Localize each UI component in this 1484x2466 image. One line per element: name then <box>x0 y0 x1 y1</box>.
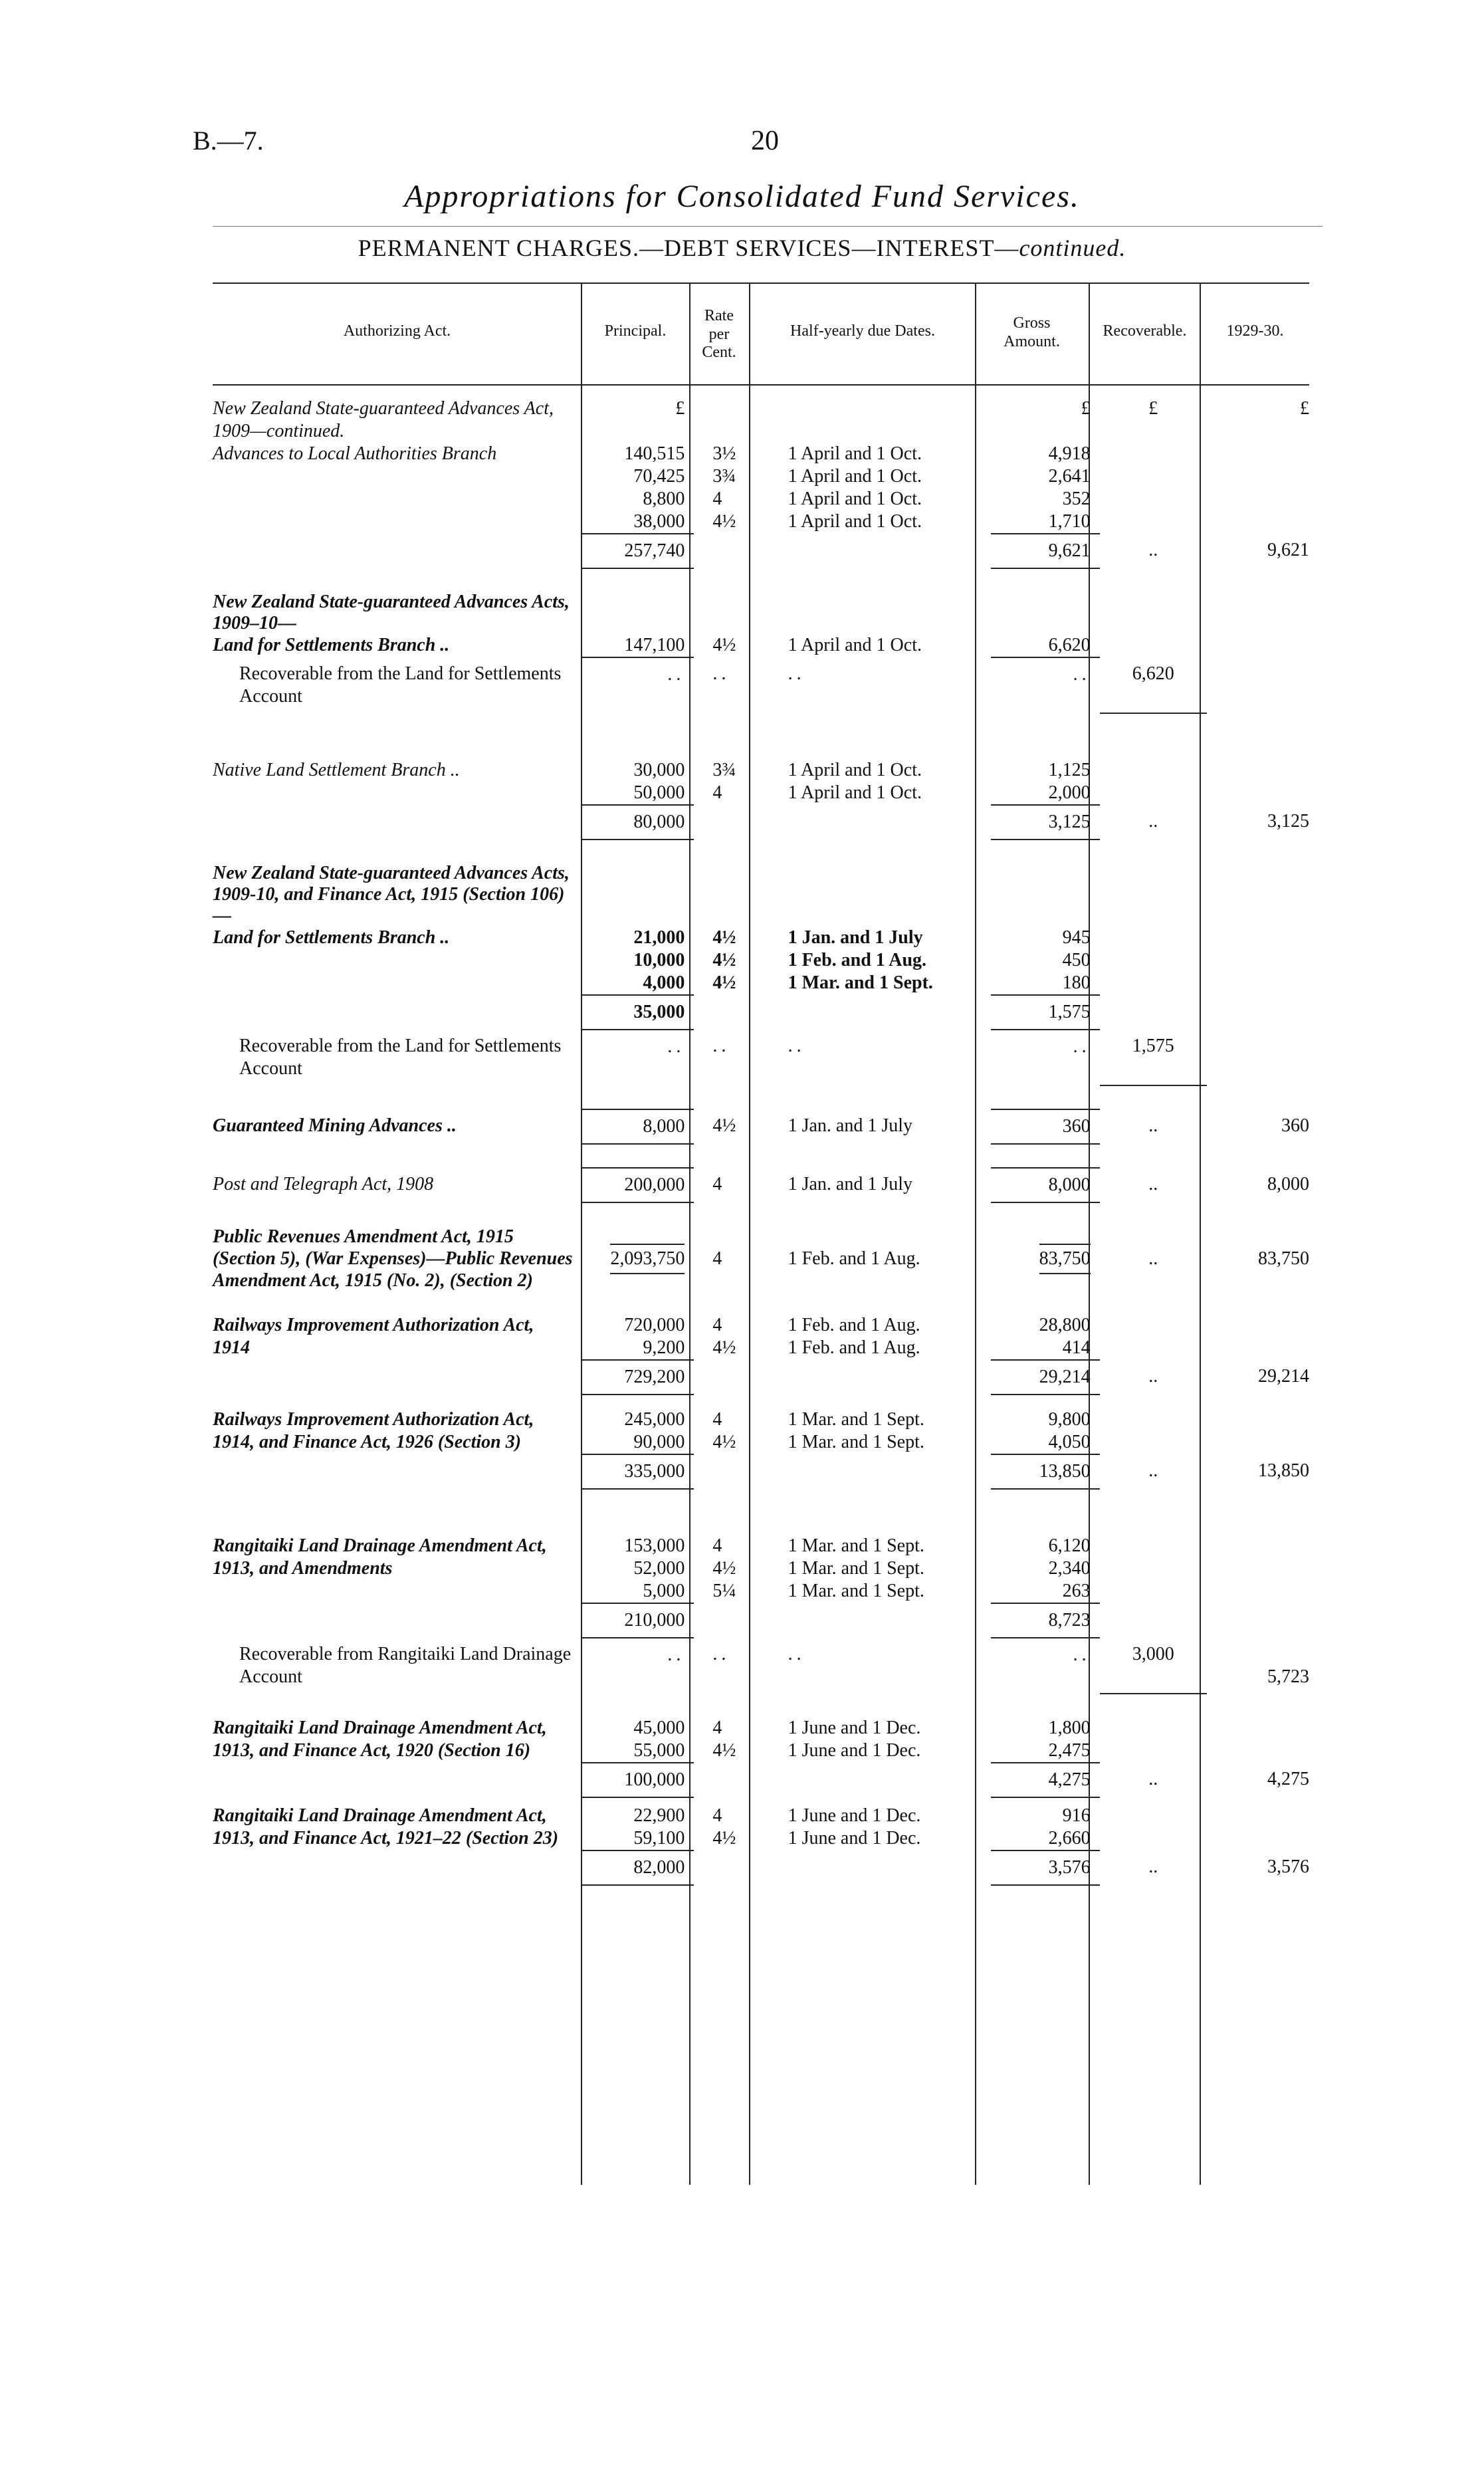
recoverable-cell: .. <box>1148 540 1158 560</box>
principal-subtotal: 729,200 <box>581 1360 694 1395</box>
col-header-year: 1929-30. <box>1226 322 1284 340</box>
principal-cell: .. <box>667 664 685 685</box>
principal-subtotal: 335,000 <box>581 1454 694 1489</box>
currency-symbol: £ <box>1081 398 1091 419</box>
table-row <box>213 465 1309 488</box>
gross-subtotal: 3,125 <box>991 805 1100 840</box>
subtotal-row <box>213 1454 1309 1489</box>
recoverable-cell: 1,575 <box>1100 1030 1207 1085</box>
act-cell: Recoverable from Rangitaiki Land Drainage Account <box>239 1644 572 1687</box>
subtotal-row <box>213 1603 1309 1638</box>
act-cell: New Zealand State-guaranteed Advances Acts, 1909–10— <box>213 592 570 633</box>
gross-cell: 1,710 <box>991 510 1100 534</box>
table-row <box>213 1717 1309 1739</box>
year-total-cell: 4,275 <box>1267 1769 1309 1789</box>
principal-cell: .. <box>667 1036 685 1057</box>
currency-symbol: £ <box>675 398 685 419</box>
col-header-principal: Principal. <box>604 322 667 340</box>
principal-cell: 10,000 <box>633 950 685 970</box>
due-cell: 1 April and 1 Oct. <box>788 782 922 803</box>
rate-cell: 4 <box>712 1805 722 1826</box>
rate-cell: 4½ <box>712 635 736 655</box>
col-header-gross: Gross Amount. <box>1004 314 1060 350</box>
act-cell: Land for Settlements Branch .. <box>213 927 450 948</box>
principal-cell: 147,100 <box>581 634 694 657</box>
principal-cell: 200,000 <box>581 1168 694 1202</box>
table-row <box>213 1314 1309 1337</box>
interest-table <box>213 397 1309 1886</box>
principal-subtotal: 100,000 <box>581 1763 694 1797</box>
table-row <box>213 592 1309 634</box>
table-row <box>213 634 1309 657</box>
gross-subtotal: 13,850 <box>991 1454 1100 1489</box>
table-row <box>213 1030 1309 1085</box>
due-cell: 1 Mar. and 1 Sept. <box>788 1432 924 1452</box>
gross-cell: 2,660 <box>991 1827 1100 1850</box>
due-cell: 1 Feb. and 1 Aug. <box>788 1337 920 1358</box>
gross-cell: .. <box>1073 1036 1091 1057</box>
rate-cell: 5¼ <box>712 1581 736 1601</box>
gross-cell: .. <box>1073 664 1091 685</box>
col-header-recoverable: Recoverable. <box>1103 322 1187 340</box>
act-cell: Recoverable from the Land for Settlements Account <box>239 663 562 707</box>
currency-symbol: £ <box>1300 398 1309 419</box>
table-row <box>213 863 1309 927</box>
due-cell: 1 Mar. and 1 Sept. <box>788 1535 924 1556</box>
subtotal-row <box>213 1763 1309 1797</box>
principal-cell: 59,100 <box>581 1827 694 1850</box>
gross-cell: 945 <box>1062 927 1091 948</box>
gross-cell: 916 <box>1062 1805 1091 1826</box>
gross-subtotal: 1,575 <box>991 995 1100 1030</box>
rate-cell: 4 <box>712 1718 722 1738</box>
currency-symbol: £ <box>1148 398 1158 419</box>
due-cell: 1 April and 1 Oct. <box>788 635 922 655</box>
table-row <box>213 949 1309 972</box>
act-cell: Railways Improvement Authorization Act, 1914 <box>213 1315 534 1358</box>
act-cell: New Zealand State-guaranteed Advances Act, 1909—continued. <box>213 398 554 441</box>
year-total-cell: 3,576 <box>1267 1856 1309 1877</box>
table-row <box>213 443 1309 465</box>
recoverable-cell: .. <box>1148 1115 1158 1136</box>
table-row <box>213 1535 1309 1557</box>
act-cell: Guaranteed Mining Advances .. <box>213 1115 457 1136</box>
gross-subtotal: 29,214 <box>991 1360 1100 1395</box>
table-row <box>213 510 1309 534</box>
due-cell: 1 June and 1 Dec. <box>788 1805 921 1826</box>
due-cell: 1 April and 1 Oct. <box>788 760 922 780</box>
table-row <box>213 782 1309 805</box>
table-row <box>213 1109 1309 1144</box>
rate-cell: 3¾ <box>712 760 736 780</box>
recoverable-cell: 3,000 <box>1100 1638 1207 1694</box>
due-cell: 1 Mar. and 1 Sept. <box>788 1581 924 1601</box>
recoverable-cell: 6,620 <box>1100 657 1207 713</box>
table-row <box>213 1226 1309 1291</box>
due-cell: 1 Mar. and 1 Sept. <box>788 1558 924 1579</box>
rate-cell: 4½ <box>712 927 736 948</box>
rate-cell: 4 <box>712 1535 722 1556</box>
act-cell: Native Land Settlement Branch .. <box>213 760 460 780</box>
due-cell: 1 April and 1 Oct. <box>788 466 922 487</box>
rate-cell: 4½ <box>712 972 736 993</box>
due-cell: 1 Jan. and 1 July <box>788 1174 912 1194</box>
principal-cell: 2,093,750 <box>610 1244 685 1274</box>
rate-cell: 4½ <box>712 1337 736 1358</box>
principal-subtotal: 80,000 <box>581 805 694 840</box>
gross-cell: 352 <box>1062 489 1091 509</box>
year-total-cell: 5,723 <box>1267 1666 1309 1687</box>
rate-cell: 4½ <box>712 1432 736 1452</box>
due-cell: 1 April and 1 Oct. <box>788 489 922 509</box>
principal-cell: 8,800 <box>643 489 685 509</box>
act-cell: Advances to Local Authorities Branch <box>213 443 497 464</box>
principal-cell: 50,000 <box>581 782 694 805</box>
year-total-cell: 8,000 <box>1267 1174 1309 1194</box>
subtotal-row <box>213 995 1309 1030</box>
gross-cell: 4,918 <box>1048 443 1091 464</box>
rate-cell: .. <box>712 1644 730 1664</box>
principal-cell: 55,000 <box>581 1739 694 1763</box>
table-row <box>213 1805 1309 1827</box>
principal-subtotal: 257,740 <box>581 534 694 568</box>
rate-cell: 3¾ <box>712 466 736 487</box>
due-cell: 1 Feb. and 1 Aug. <box>788 950 927 970</box>
due-cell: 1 Mar. and 1 Sept. <box>788 972 933 993</box>
gross-cell: 450 <box>1062 950 1091 970</box>
subtotal-row <box>213 1360 1309 1395</box>
table-row <box>213 1638 1309 1694</box>
rate-cell: 4 <box>712 489 722 509</box>
document-reference: B.—7. <box>193 126 264 156</box>
principal-cell: 4,000 <box>581 972 694 995</box>
table-row <box>213 488 1309 510</box>
act-cell: Public Revenues Amendment Act, 1915 (Section 5), (War Expenses)—Public Revenues Amendment Act, 1915 (No. 2), (Section 2) <box>213 1226 573 1291</box>
title-rule <box>213 226 1323 227</box>
rate-cell: 4½ <box>712 1828 736 1849</box>
table-row <box>213 927 1309 949</box>
gross-cell: 1,800 <box>1048 1718 1091 1738</box>
year-total-cell: 29,214 <box>1258 1366 1309 1387</box>
recoverable-cell: .. <box>1148 1366 1158 1387</box>
principal-cell: 90,000 <box>581 1431 694 1454</box>
due-cell: .. <box>788 1036 805 1056</box>
principal-cell: 52,000 <box>633 1558 685 1579</box>
rate-cell: 4 <box>712 782 722 803</box>
gross-subtotal: 9,621 <box>991 534 1100 568</box>
col-header-rate: Rate per Cent. <box>702 307 736 362</box>
rate-cell: 4 <box>712 1315 722 1335</box>
subtotal-row <box>213 805 1309 840</box>
due-cell: .. <box>788 1644 805 1664</box>
principal-cell: 5,000 <box>581 1580 694 1603</box>
gross-cell: 4,050 <box>991 1431 1100 1454</box>
due-cell: 1 Jan. and 1 July <box>788 927 923 948</box>
principal-cell: 21,000 <box>633 927 685 948</box>
principal-cell: .. <box>667 1644 685 1665</box>
table-top-rule <box>213 282 1309 284</box>
due-cell: 1 June and 1 Dec. <box>788 1828 921 1849</box>
gross-cell: 2,475 <box>991 1739 1100 1763</box>
gross-cell: 9,800 <box>1048 1409 1091 1430</box>
header-bottom-rule <box>213 384 1309 386</box>
table-row <box>213 1580 1309 1603</box>
principal-cell: 9,200 <box>581 1337 694 1360</box>
year-total-cell: 360 <box>1281 1115 1309 1136</box>
table-row <box>213 759 1309 782</box>
principal-cell: 245,000 <box>624 1409 685 1430</box>
recoverable-cell: .. <box>1148 811 1158 832</box>
rate-cell: 4½ <box>712 950 736 970</box>
gross-cell: 2,641 <box>1048 466 1091 487</box>
rate-cell: 4½ <box>712 1740 736 1761</box>
gross-cell: 1,125 <box>1048 760 1091 780</box>
due-cell: 1 Feb. and 1 Aug. <box>788 1248 920 1269</box>
gross-cell: 263 <box>991 1580 1100 1603</box>
recoverable-cell: .. <box>1148 1856 1158 1877</box>
year-total-cell: 83,750 <box>1258 1248 1309 1269</box>
subtotal-row <box>213 1850 1309 1885</box>
table-row <box>213 1168 1309 1202</box>
recoverable-cell: .. <box>1148 1174 1158 1194</box>
page-title: Appropriations for Consolidated Fund Services. <box>404 179 1080 214</box>
gross-cell: 6,120 <box>1048 1535 1091 1556</box>
due-cell: .. <box>788 663 805 684</box>
gross-cell: .. <box>1073 1644 1091 1665</box>
gross-cell: 8,000 <box>991 1168 1100 1202</box>
act-cell: Post and Telegraph Act, 1908 <box>213 1174 434 1194</box>
gross-cell: 414 <box>991 1337 1100 1360</box>
gross-cell: 83,750 <box>1039 1244 1091 1274</box>
act-cell: Rangitaiki Land Drainage Amendment Act, 1913, and Finance Act, 1920 (Section 16) <box>213 1718 547 1761</box>
gross-cell: 360 <box>991 1109 1100 1144</box>
due-cell: 1 Feb. and 1 Aug. <box>788 1315 920 1335</box>
principal-cell: 720,000 <box>624 1315 685 1335</box>
page-number: 20 <box>751 126 779 156</box>
col-header-act: Authorizing Act. <box>343 322 451 340</box>
recoverable-cell: .. <box>1148 1460 1158 1481</box>
gross-subtotal: 8,723 <box>991 1603 1100 1638</box>
due-cell: 1 Mar. and 1 Sept. <box>788 1409 924 1430</box>
principal-subtotal: 210,000 <box>581 1603 694 1638</box>
rate-cell: 3½ <box>712 443 736 464</box>
due-cell: 1 April and 1 Oct. <box>788 443 922 464</box>
gross-cell: 28,800 <box>1039 1315 1091 1335</box>
gross-subtotal: 4,275 <box>991 1763 1100 1797</box>
principal-subtotal: 35,000 <box>581 995 694 1030</box>
act-cell: New Zealand State-guaranteed Advances Acts, 1909-10, and Finance Act, 1915 (Section 106)— <box>213 863 570 926</box>
rate-cell: 4 <box>712 1409 722 1430</box>
recoverable-cell: .. <box>1148 1769 1158 1789</box>
principal-cell: 8,000 <box>581 1109 694 1144</box>
principal-subtotal: 82,000 <box>581 1850 694 1885</box>
table-row <box>213 1408 1309 1431</box>
rate-cell: 4 <box>712 1174 722 1194</box>
year-total-cell: 3,125 <box>1267 811 1309 832</box>
rate-cell: .. <box>712 663 730 684</box>
rate-cell: 4 <box>712 1248 722 1269</box>
act-cell: Recoverable from the Land for Settlements Account <box>239 1036 562 1079</box>
recoverable-cell: .. <box>1148 1248 1158 1269</box>
gross-cell: 6,620 <box>991 634 1100 657</box>
act-cell: Rangitaiki Land Drainage Amendment Act, 1913, and Amendments <box>213 1535 547 1579</box>
col-header-due: Half-yearly due Dates. <box>790 322 935 340</box>
table-row <box>213 397 1309 443</box>
rate-cell: 4½ <box>712 1115 736 1136</box>
principal-cell: 70,425 <box>633 466 685 487</box>
due-cell: 1 April and 1 Oct. <box>788 511 922 532</box>
principal-cell: 140,515 <box>624 443 685 464</box>
principal-cell: 30,000 <box>633 760 685 780</box>
gross-cell: 2,000 <box>991 782 1100 805</box>
due-cell: 1 Jan. and 1 July <box>788 1115 912 1136</box>
act-cell: Land for Settlements Branch .. <box>213 635 450 655</box>
table-row <box>213 657 1309 713</box>
principal-cell: 38,000 <box>581 510 694 534</box>
act-cell: Rangitaiki Land Drainage Amendment Act, 1913, and Finance Act, 1921–22 (Section 23) <box>213 1805 559 1849</box>
rate-cell: 4½ <box>712 511 736 532</box>
rate-cell: .. <box>712 1036 730 1056</box>
due-cell: 1 June and 1 Dec. <box>788 1740 921 1761</box>
table-row <box>213 972 1309 995</box>
year-total-cell: 13,850 <box>1258 1460 1309 1481</box>
rate-cell: 4½ <box>712 1558 736 1579</box>
principal-cell: 22,900 <box>633 1805 685 1826</box>
gross-subtotal: 3,576 <box>991 1850 1100 1885</box>
gross-cell: 2,340 <box>1048 1558 1091 1579</box>
subtotal-row <box>213 534 1309 568</box>
gross-cell: 180 <box>991 972 1100 995</box>
year-total-cell: 9,621 <box>1267 540 1309 560</box>
due-cell: 1 June and 1 Dec. <box>788 1718 921 1738</box>
principal-cell: 153,000 <box>624 1535 685 1556</box>
principal-cell: 45,000 <box>633 1718 685 1738</box>
section-subtitle: PERMANENT CHARGES.—DEBT SERVICES—INTEREST—continued. <box>358 235 1126 261</box>
act-cell: Railways Improvement Authorization Act, 1914, and Finance Act, 1926 (Section 3) <box>213 1409 534 1452</box>
